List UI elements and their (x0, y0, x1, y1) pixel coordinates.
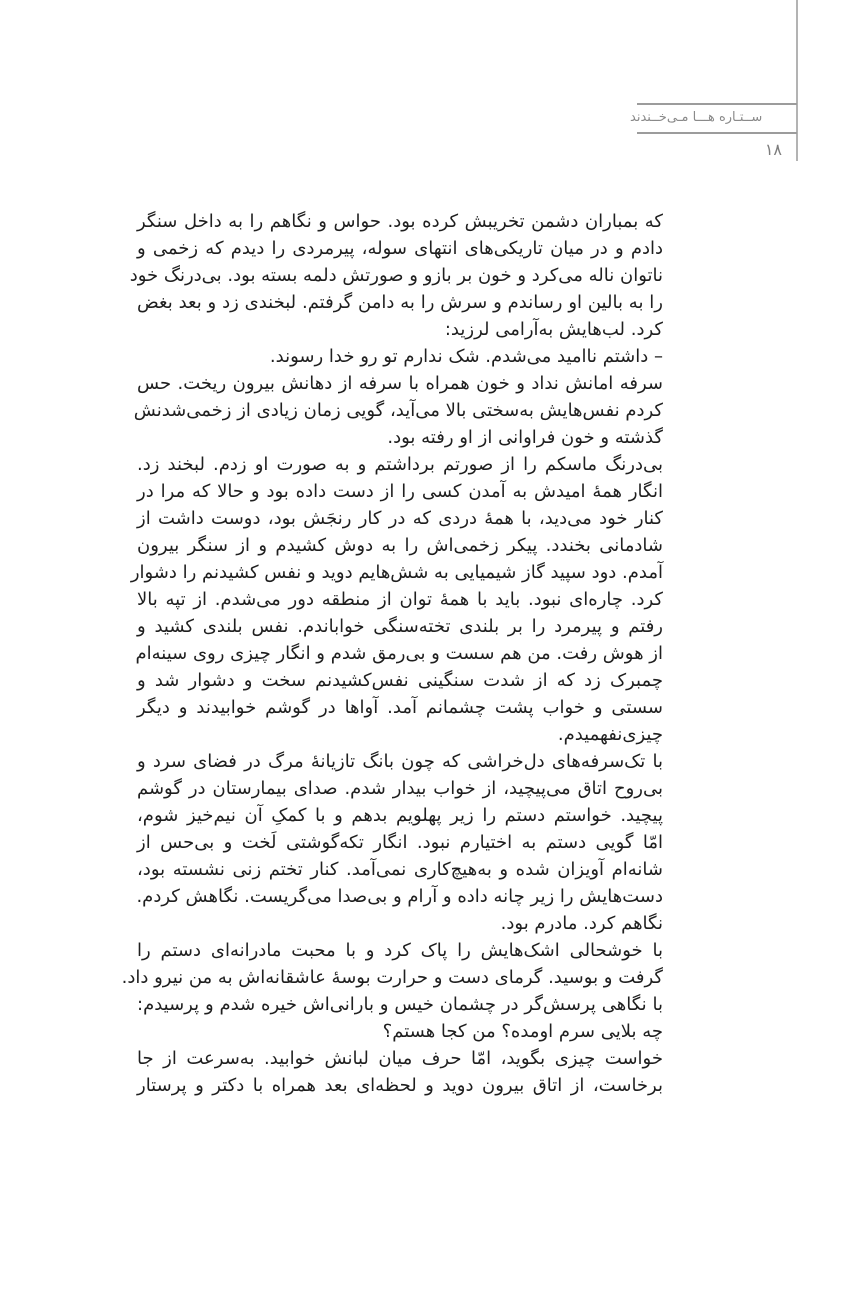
text-line: گذشته و خون فراوانی از او رفته بود. (387, 427, 663, 448)
text-line: پیچید. خواستم دستم را زیر پهلویم بدهم و با کمکِ آن نیم‌خیز شوم، (137, 805, 663, 826)
text-line: سرفه امانش نداد و خون همراه با سرفه از دهانش بیرون ریخت. حس (137, 373, 663, 394)
body-text (121, 208, 663, 1099)
text-line: نگاهم کرد. مادرم بود. (500, 913, 663, 934)
text-line: – داشتم ناامید می‌شدم. شک ندارم تو رو خدا رسوند. (269, 346, 663, 367)
text-line: دادم و در میان تاریکی‌های انتهای سوله، پیرمردی را دیدم که زخمی و (137, 238, 663, 259)
text-line: بی‌روح اتاق می‌پیچید، از خواب بیدار شدم. صدای بیمارستان در گوشم (137, 778, 663, 799)
text-line: دست‌هایش را زیر چانه داده و آرام و بی‌صدا می‌گریست. نگاهش کردم. (136, 886, 663, 907)
header-rule-top (637, 103, 797, 105)
text-line: آمدم. دود سپید گاز شیمیایی به شش‌هایم دوید و نفس کشیدنم را دشوار (130, 562, 663, 583)
text-line: شانه‌ام آویزان شده و به‌هیچ‌کاری نمی‌آمد. کنار تختم زنی نشسته بود، (137, 859, 663, 880)
text-line: شادمانی بخندد. پیکر زخمی‌اش را به دوش کشیدم و از سنگر بیرون (137, 535, 663, 556)
text-line: کرد. چاره‌ای نبود. باید با همهٔ توان از منطقه دور می‌شدم. از تپه بالا (137, 589, 663, 610)
text-line: چه بلایی سرم اومده؟ من کجا هستم؟ (382, 1021, 663, 1042)
running-title: ســتـاره هـــا مـی‌خــندند (630, 110, 763, 125)
text-line: کنار خود می‌دید، با همهٔ دردی که در کار رنجَش بود، دوست داشت از (137, 508, 663, 529)
text-line: از هوش رفت. من هم سست و بی‌رمق شدم و انگار چیزی روی سینه‌ام (135, 643, 663, 664)
text-line: کردم نفس‌هایش به‌سختی بالا می‌آید، گویی زمان زیادی از زخمی‌شدنش (133, 400, 663, 421)
text-line: امّا گویی دستم به اختیارم نبود. انگار تکه‌گوشتی لَخت و بی‌حس از (137, 832, 663, 853)
text-line: با نگاهی پرسش‌گر در چشمان خیس و بارانی‌اش خیره شدم و پرسیدم: (137, 994, 663, 1015)
text-line: را به بالین او رساندم و سرش را به دامن گرفتم. لبخندی زد و بعد بغض (137, 292, 663, 313)
text-line: گرفت و بوسید. گرمای دست و حرارت بوسهٔ عاشقانه‌اش به من نیرو داد. (121, 967, 663, 988)
text-line: بی‌درنگ ماسکم را از صورتم برداشتم و به صورت او زدم. لبخند زد. (137, 454, 663, 475)
text-line: که بمباران دشمن تخریبش کرده بود. حواس و نگاهم را به داخل سنگر (137, 211, 663, 232)
text-line: خواست چیزی بگوید، امّا حرف میان لبانش خوابید. به‌سرعت از جا (137, 1048, 663, 1069)
text-line: چمبرک زد که از شدت سنگینی نفس‌کشیدنم سخت و دشوار شد و (137, 670, 663, 691)
text-line: چیزی‌نفهمیدم. (557, 724, 663, 745)
text-line: کرد. لب‌هایش به‌آرامی لرزید: (444, 319, 663, 340)
text-line: برخاست، از اتاق بیرون دوید و لحظه‌ای بعد همراه با دکتر و پرستار (137, 1075, 663, 1096)
text-line: با تک‌سرفه‌های دل‌خراشی که چون بانگ تازیانهٔ مرگ در فضای سرد و (137, 751, 663, 772)
text-line: با خوشحالی اشک‌هایش را پاک کرد و با محبت مادرانه‌ای دستم را (137, 940, 663, 961)
header-rule-bottom (637, 132, 797, 134)
page-number: ۱۸ (764, 140, 782, 159)
text-line: رفتم و پیرمرد را بر بلندی تخته‌سنگی خواباندم. نفس بلندی کشید و (137, 616, 663, 637)
header-vertical-rule (796, 0, 798, 161)
text-line: انگار همهٔ امیدش به آمدن کسی را از دست داده بود و حالا که مرا در (137, 481, 663, 502)
text-line: ناتوان ناله می‌کرد و خون بر بازو و صورتش دلمه بسته بود. بی‌درنگ خود (129, 265, 663, 286)
text-line: سستی و خواب پشت چشمانم آمد. آواها در گوشم خوابیدند و دیگر (137, 697, 663, 718)
